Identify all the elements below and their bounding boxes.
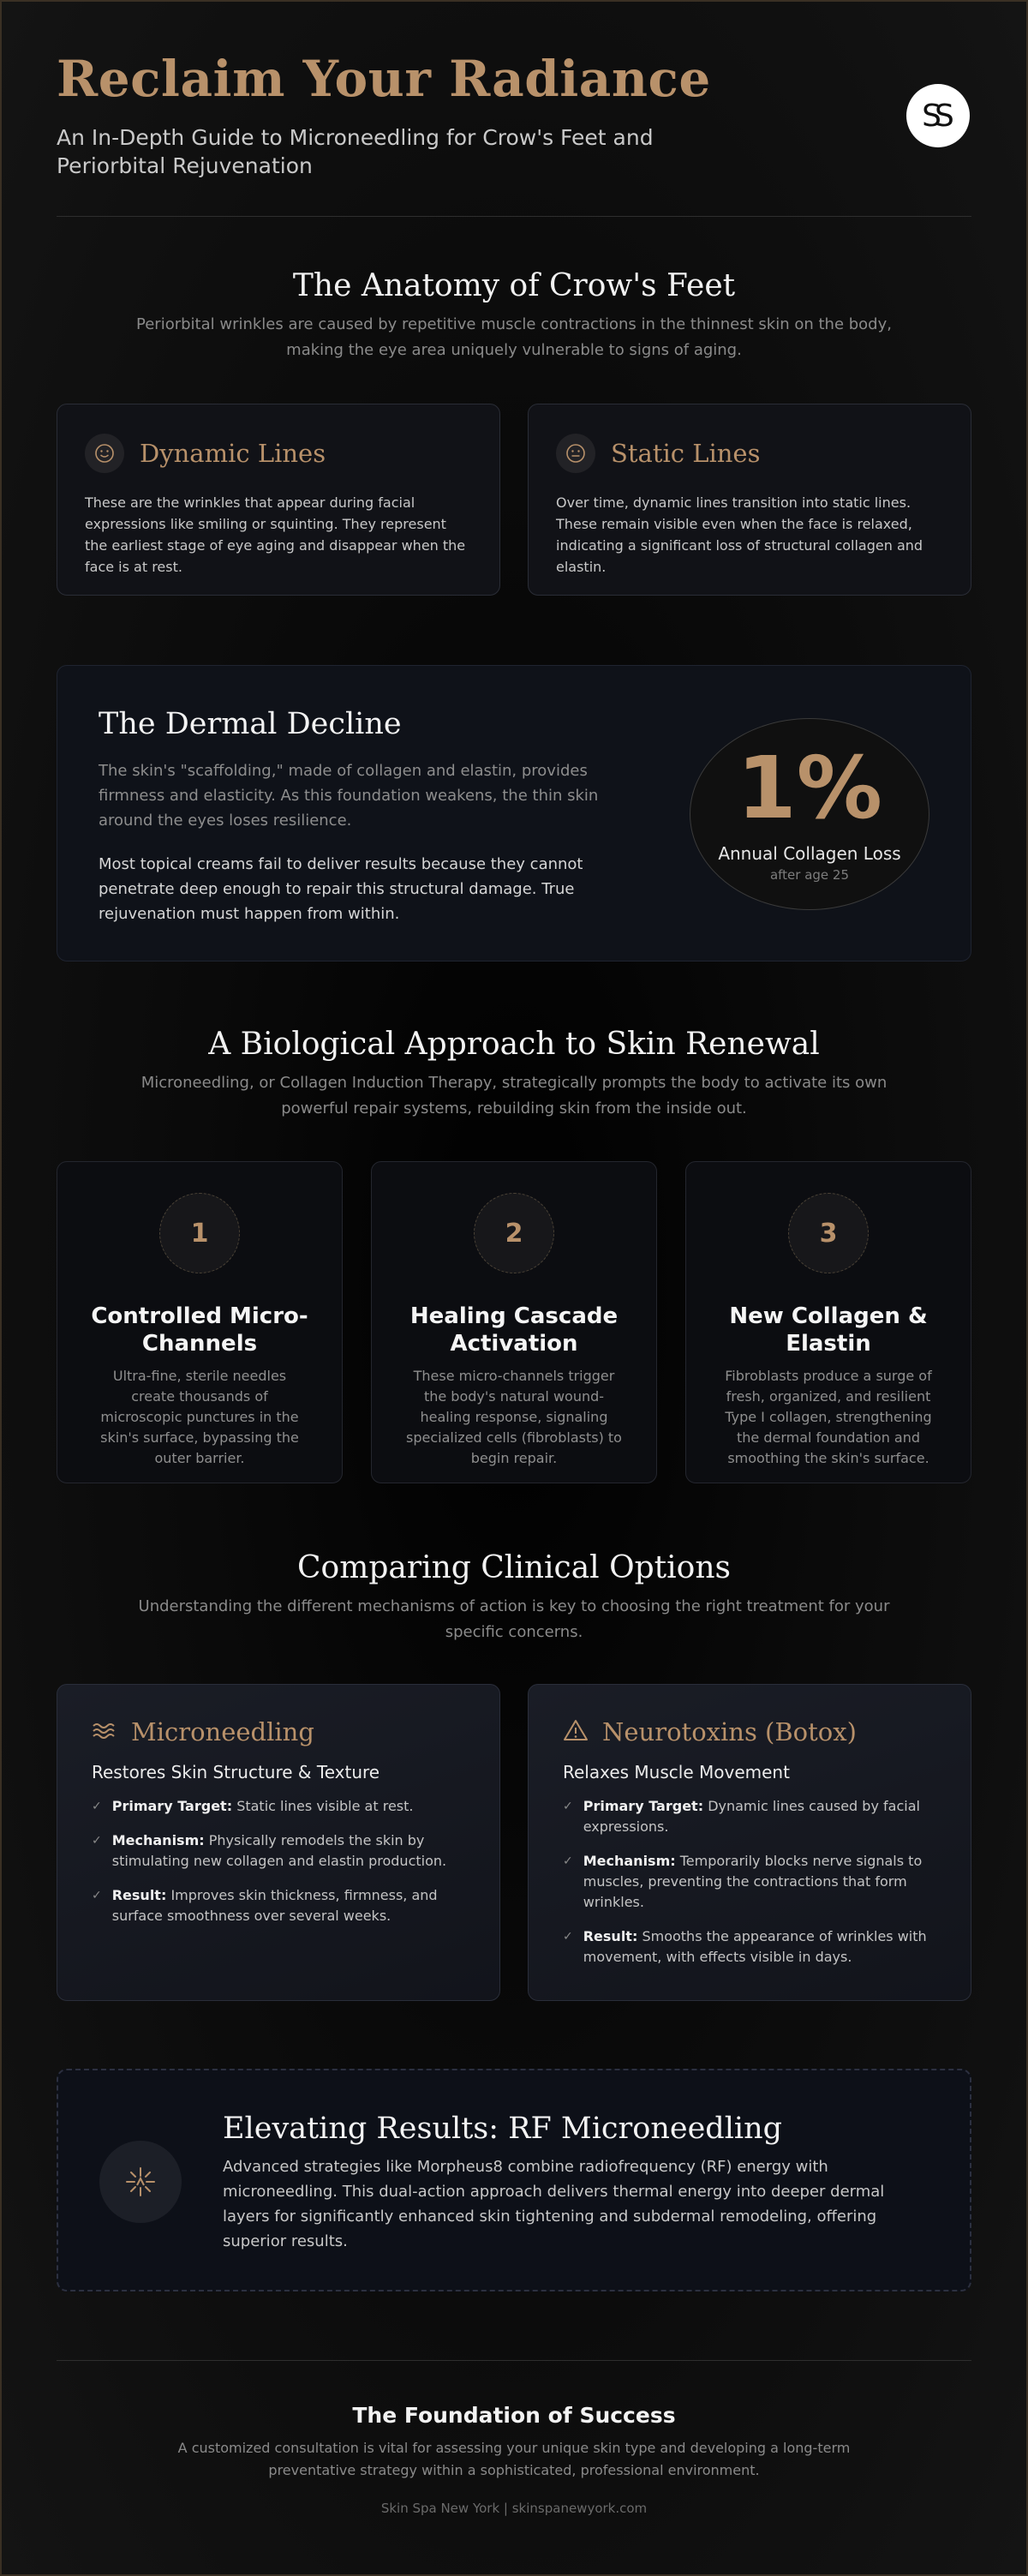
option-tagline: Restores Skin Structure & Texture: [92, 1762, 380, 1782]
dynamic-lines-card: [57, 404, 500, 596]
smile-icon: [85, 434, 124, 473]
step-title: Healing Cascade Activation: [409, 1303, 619, 1357]
dermal-paragraph-1: The skin's "scaffolding," made of collagen and elastin, provides firmness and elasticity. As this foundation weakens, the thin skin around the eyes loses resilience.: [99, 762, 599, 830]
footer-title: The Foundation of Success: [352, 2403, 676, 2428]
check-icon: ✓: [563, 1930, 573, 1944]
dermal-title: The Dermal Decline: [99, 707, 402, 741]
static-lines-title: Static Lines: [611, 439, 761, 468]
anatomy-title: The Anatomy of Crow's Feet: [292, 268, 736, 303]
check-icon: ✓: [92, 1834, 102, 1848]
rf-microneedling-panel: [57, 2069, 971, 2291]
compare-subtitle: Understanding the different mechanisms of action is key to choosing the right treatment for your specific concerns.: [138, 1597, 890, 1641]
logo: [906, 84, 970, 147]
approach-subtitle: Microneedling, or Collagen Induction Therapy, strategically prompts the body to activate its own powerful repair systems, rebuilding skin from the inside out.: [140, 1074, 888, 1117]
dynamic-lines-text: These are the wrinkles that appear during facial expressions like smiling or squinting. They represent the earliest stage of eye aging and disappear when the face is at rest.: [85, 494, 466, 575]
step-number: 1: [159, 1193, 240, 1273]
footer-source: Skin Spa New York | skinspanewyork.com: [380, 2501, 648, 2516]
dermal-decline-panel: [57, 665, 971, 962]
step-number: 2: [474, 1193, 554, 1273]
check-icon: ✓: [563, 1854, 573, 1868]
stat-value: 1%: [737, 738, 882, 838]
rf-title: Elevating Results: RF Microneedling: [223, 2112, 783, 2146]
option-list: [563, 1796, 936, 1968]
stat-sub: after age 25: [769, 867, 850, 883]
waves-icon: [92, 1721, 117, 1743]
list-item: ✓ Mechanism: Physically remodels the skin by stimulating new collagen and elastin production.: [92, 1830, 465, 1872]
logo-text: SS: [922, 98, 947, 134]
page-title: Reclaim Your Radiance: [57, 50, 711, 108]
list-item: ✓ Result: Improves skin thickness, firmness, and surface smoothness over several weeks.: [92, 1885, 465, 1926]
option-title: Microneedling: [131, 1717, 314, 1746]
list-item: ✓ Primary Target: Dynamic lines caused by facial expressions.: [563, 1796, 936, 1837]
list-item: ✓ Result: Smooths the appearance of wrinkles with movement, with effects visible in days.: [563, 1926, 936, 1968]
rf-text: Advanced strategies like Morpheus8 combine radiofrequency (RF) energy with microneedling. This dual-action approach delivers thermal energy into deeper dermal layers for significantly enhanced skin tightening and subdermal remodeling, offering superior results.: [223, 2158, 885, 2250]
neurotoxins-option-card: [528, 1684, 971, 2001]
collagen-stat: [690, 718, 929, 910]
list-item: ✓ Mechanism: Temporarily blocks nerve signals to muscles, preventing the contractions that form wrinkles.: [563, 1851, 936, 1913]
warning-icon: [563, 1718, 589, 1746]
approach-title: A Biological Approach to Skin Renewal: [208, 1027, 820, 1062]
step-title: New Collagen & Elastin: [729, 1303, 928, 1357]
anatomy-subtitle: Periorbital wrinkles are caused by repetitive muscle contractions in the thinnest skin on the body, making the eye area uniquely vulnerable to signs of aging.: [136, 315, 892, 359]
step-text: Fibroblasts produce a surge of fresh, organized, and resilient Type I collagen, strengthening the dermal foundation and smoothing the skin's surface.: [725, 1368, 932, 1466]
footer-text: A customized consultation is vital for assessing your unique skin type and developing a long-term preventative strategy within a sophisticated, professional environment.: [177, 2440, 851, 2478]
step-text: These micro-channels trigger the body's natural wound-healing response, signaling specialized cells (fibroblasts) to begin repair.: [406, 1368, 622, 1466]
divider: [57, 216, 971, 217]
header: [57, 50, 971, 218]
option-tagline: Relaxes Muscle Movement: [563, 1762, 790, 1782]
check-icon: ✓: [92, 1800, 102, 1813]
step-card: [371, 1161, 657, 1483]
dermal-paragraph-2: Most topical creams fail to deliver results because they cannot penetrate deep enough to repair this structural damage. True rejuvenation must happen from within.: [99, 855, 583, 923]
step-title: Controlled Micro-Channels: [91, 1303, 308, 1357]
option-title: Neurotoxins (Botox): [602, 1717, 857, 1746]
divider: [57, 2360, 971, 2361]
static-lines-text: Over time, dynamic lines transition into static lines. These remain visible even when the face is relaxed, indicating a significant loss of structural collagen and elastin.: [556, 494, 923, 575]
sparkle-icon: [99, 2141, 182, 2223]
step-card: [57, 1161, 343, 1483]
microneedling-option-card: [57, 1684, 500, 2001]
stat-label: Annual Collagen Loss: [718, 843, 901, 864]
list-item: ✓ Primary Target: Static lines visible at rest.: [92, 1796, 465, 1817]
neutral-face-icon: [556, 434, 595, 473]
compare-title: Comparing Clinical Options: [297, 1550, 731, 1585]
static-lines-card: [528, 404, 971, 596]
dynamic-lines-title: Dynamic Lines: [140, 439, 326, 468]
step-number: 3: [788, 1193, 869, 1273]
step-card: [685, 1161, 971, 1483]
check-icon: ✓: [92, 1889, 102, 1902]
page-subtitle: An In-Depth Guide to Microneedling for Crow's Feet and Periorbital Rejuvenation: [57, 125, 654, 178]
step-text: Ultra-fine, sterile needles create thousands of microscopic punctures in the skin's surface, bypassing the outer barrier.: [100, 1368, 299, 1466]
check-icon: ✓: [563, 1800, 573, 1813]
option-list: [92, 1796, 465, 1926]
